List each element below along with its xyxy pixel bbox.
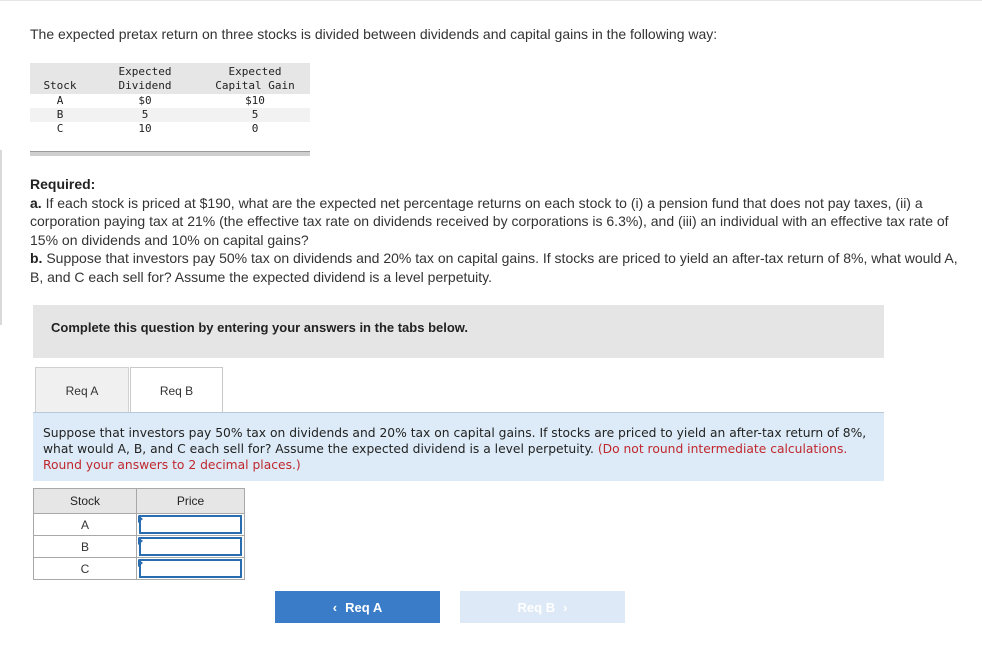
required-section [30,175,970,286]
next-req-b-button[interactable] [460,591,625,623]
left-margin-bar [0,150,2,325]
rounding-hint: (Do not round intermediate calculations. Round your answers to 2 decimal places.) [43,442,848,472]
input-marker-icon [138,537,143,545]
chevron-left-icon: ‹ [332,599,338,615]
cell-gain: 0 [251,122,259,135]
tab-req-b[interactable]: Req B [130,367,223,413]
part-b-text: Suppose that investors pay 50% tax on dividends and 20% tax on capital gains. If stocks are priced to yield an after-tax return of 8%, what would A, B, and C each sell for? Assume the expected dividend is a level perpetuity. [30,250,958,285]
cell-stock: B [56,108,64,121]
question-text: Suppose that investors pay 50% tax on dividends and 20% tax on capital gains. If stocks are priced to yield an after-tax return of 8%, what would A, B, and C each sell for? Assume the expected dividend is a level perpetuity. [43,426,867,456]
answer-price-cell [137,514,245,536]
part-a-label: a. [30,194,42,211]
prev-req-a-button[interactable] [275,591,440,623]
given-row-c [30,122,310,136]
cell-dividend: 10 [138,122,152,135]
answer-row-b [34,536,245,558]
answer-header-row [34,489,245,514]
answer-price-cell [137,536,245,558]
next-button-label: Req B [517,599,556,615]
price-input-c[interactable] [139,559,242,578]
cell-dividend: $0 [138,94,152,107]
cell-dividend: 5 [141,108,149,121]
top-divider [0,0,982,1]
header-expected-dividend [90,63,200,94]
intro-text: The expected pretax return on three stocks is divided between dividends and capital gains in the following way: [30,26,718,42]
part-a-text: If each stock is priced at $190, what are the expected net percentage returns on each stock to (i) a pension fund that does not pay taxes, (ii) a corporation paying tax at 21% (the effective tax rate on dividends received by corporations is 6.3%), and (iii) an individual with an effective tax rate of 15% on dividends and 10% on capital gains? [30,194,949,248]
answer-row-c [34,558,245,580]
header-dividend-line2: Dividend [118,79,172,92]
given-table-header [30,63,310,94]
instruction-banner [33,305,884,358]
instruction-text: Complete this question by entering your answers in the tabs below. [51,320,469,335]
cell-stock: C [56,122,64,135]
prev-button-label: Req A [345,599,383,615]
answer-stock-label: A [34,514,137,536]
input-marker-icon [138,515,143,523]
answer-table [33,488,245,580]
cell-stock: A [56,94,64,107]
price-input-b[interactable] [139,537,242,556]
header-stock: Stock [43,79,77,92]
answer-price-cell [137,558,245,580]
answer-header-stock: Stock [34,489,137,514]
header-dividend-line1: Expected [118,65,172,78]
given-row-a [30,94,310,108]
header-expected-capital-gain [200,63,310,94]
required-part-b [30,249,970,286]
input-marker-icon [138,559,143,567]
chevron-right-icon: › [563,599,568,615]
cell-gain: 5 [251,108,259,121]
answer-stock-label: C [34,558,137,580]
answer-stock-label: B [34,536,137,558]
header-gain-line2: Capital Gain [215,79,295,92]
given-row-b [30,108,310,122]
answer-row-a [34,514,245,536]
price-input-a[interactable] [139,515,242,534]
cell-gain: $10 [245,94,265,107]
given-table-bottom-rule [30,151,310,156]
header-gain-line1: Expected [228,65,282,78]
tab-req-a[interactable]: Req A [35,367,129,413]
part-b-label: b. [30,250,43,266]
answer-header-price: Price [137,489,245,514]
required-part-a [30,194,970,250]
given-data-table [30,63,310,156]
required-heading: Required: [30,176,96,192]
question-panel [33,413,884,481]
